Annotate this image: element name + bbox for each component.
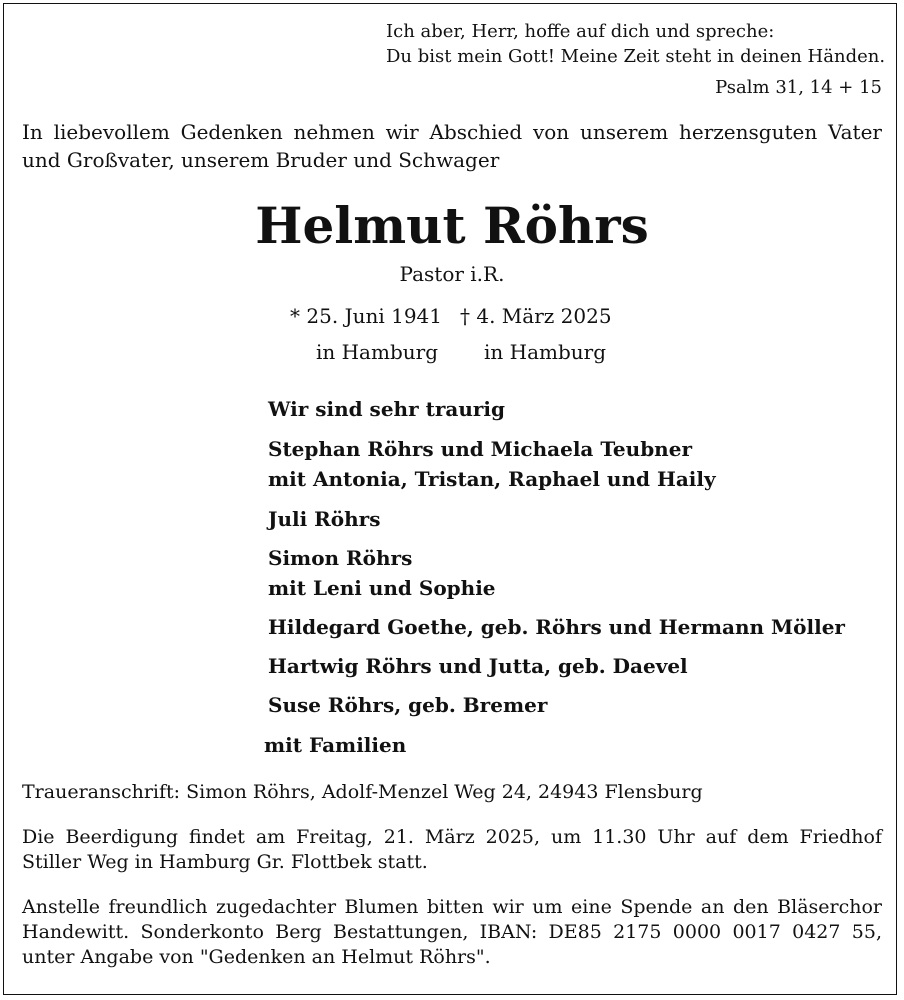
- family-group-3-line-1: Simon Röhrs: [268, 546, 413, 570]
- intro-text: In liebevollem Gedenken nehmen wir Abschied von unserem herzensguten Vater und Großvater, unserem Bruder und Schwager: [22, 120, 882, 172]
- birth-date: * 25. Juni 1941: [290, 304, 442, 328]
- death-place: in Hamburg: [484, 340, 607, 364]
- donation-info: Anstelle freundlich zugedachter Blumen bitten wir um eine Spende an den Bläserchor Handewitt. Sonderkonto Berg Bestattungen, IBAN: DE85 2175 0000 0017 0427 55, unter Angabe von "Gedenken an Helmut Röhrs".: [22, 896, 882, 968]
- family-group-1-line-2: mit Antonia, Tristan, Raphael und Haily: [268, 467, 716, 491]
- family-group-6: Suse Röhrs, geb. Bremer: [268, 693, 548, 717]
- family-group-3-line-2: mit Leni und Sophie: [268, 576, 496, 600]
- verse-line-2: Du bist mein Gott! Meine Zeit steht in deinen Händen.: [386, 46, 886, 67]
- family-group-4: Hildegard Goethe, geb. Röhrs und Hermann Möller: [268, 615, 845, 639]
- family-group-2: Juli Röhrs: [268, 507, 381, 531]
- family-opening: Wir sind sehr traurig: [268, 397, 505, 421]
- deceased-name: Helmut Röhrs: [255, 196, 649, 255]
- family-closing: mit Familien: [264, 733, 407, 757]
- verse-reference: Psalm 31, 14 + 15: [715, 77, 882, 98]
- funeral-info: Die Beerdigung findet am Freitag, 21. März 2025, um 11.30 Uhr auf dem Friedhof Stiller Weg in Hamburg Gr. Flottbek statt.: [22, 826, 882, 873]
- verse-line-1: Ich aber, Herr, hoffe auf dich und spreche:: [386, 21, 775, 42]
- mourning-address: Traueranschrift: Simon Röhrs, Adolf-Menzel Weg 24, 24943 Flensburg: [22, 781, 703, 803]
- birth-place: in Hamburg: [315, 340, 438, 364]
- family-group-1-line-1: Stephan Röhrs und Michaela Teubner: [268, 437, 692, 461]
- family-group-5: Hartwig Röhrs und Jutta, geb. Daevel: [268, 654, 688, 678]
- death-date: † 4. März 2025: [460, 304, 612, 328]
- deceased-title: Pastor i.R.: [399, 262, 505, 286]
